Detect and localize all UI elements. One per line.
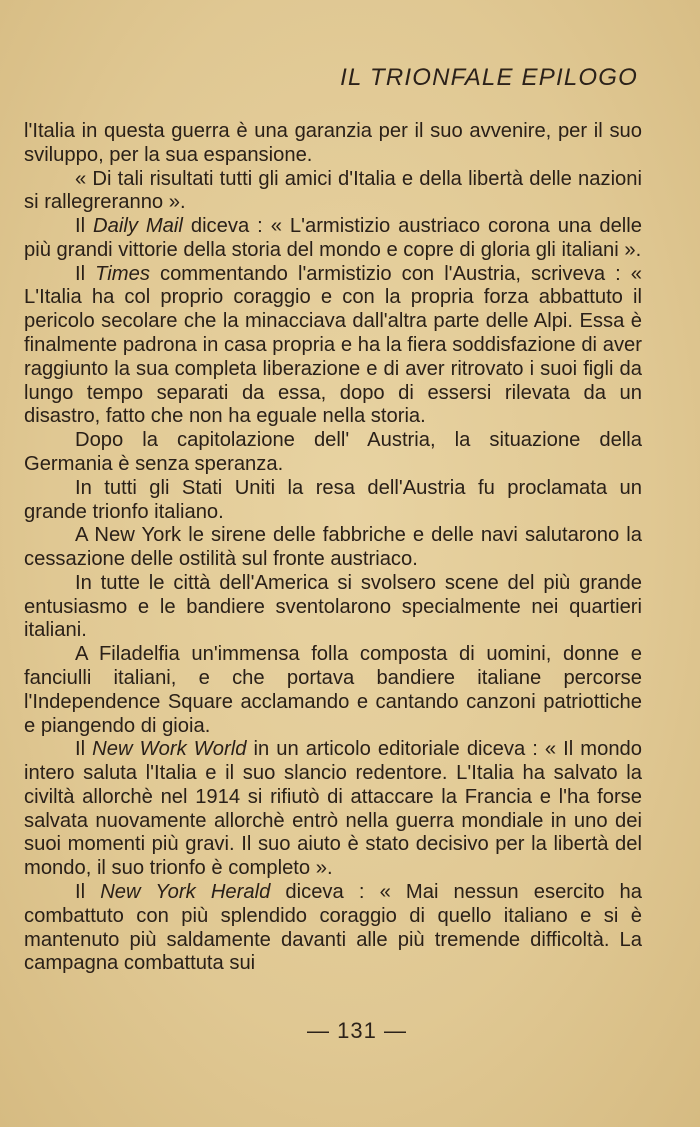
text-run: Il <box>75 262 96 285</box>
text-run: Il <box>75 738 93 761</box>
paragraph <box>24 120 642 168</box>
text-run: Il <box>75 215 94 238</box>
text-run: A Filadelfia un'immensa folla composta di uomini, donne e fanciulli italiani, e che portava bandiere italiane percorse l'Independence Square acclamando e cantando canzoni patriottiche e piangendo di gioia. <box>24 643 642 737</box>
paragraph <box>24 524 642 572</box>
paragraph <box>24 215 642 263</box>
text-run: commentando l'armistizio con l'Austria, scriveva : « L'Italia ha col proprio coraggio e con la propria forza abbattuto il pericolo secolare che la minacciava dall'altra parte delle Alpi. Essa è finalmente padrona in casa propria e ha la fiera soddisfazione di aver raggiunto la sua completa liberazione e di aver ritrovato i suoi figli da lungo tempo separati da essa, dopo di essersi rilevata da un disastro, fatto che non ha eguale nella storia. <box>24 262 642 428</box>
paragraph <box>24 477 642 525</box>
text-run: diceva : « L'armistizio austriaco corona una delle più grandi vittorie della storia del mondo e copre di gloria gli italiani ». <box>24 215 642 261</box>
text-run: Dopo la capitolazione dell' Austria, la situazione della Germania è senza speranza. <box>24 429 642 475</box>
page-number: — 131 — <box>307 1018 407 1043</box>
text-run: A New York le sirene delle fabbriche e delle navi salutarono la cessazione delle ostilità sul fronte austriaco. <box>24 524 642 571</box>
body-text <box>24 120 642 976</box>
paragraph <box>24 572 642 643</box>
text-run: l'Italia in questa guerra è una garanzia per il suo avvenire, per il suo sviluppo, per la sua espansione. <box>24 120 642 166</box>
paragraph <box>24 881 642 976</box>
newspaper-title: Times <box>95 262 150 285</box>
paragraph <box>24 168 642 216</box>
text-run: Il <box>75 881 101 903</box>
text-run: in un articolo editoriale diceva : « Il mondo intero saluta l'Italia e il suo slancio redentore. L'Italia ha salvato la civiltà allorchè nel 1914 si rifiutò di attaccare la Francia e l'ha forse salvata nuovamente allorchè entrò nella guerra mondiale in uno dei suoi momenti più gravi. Il suo aiuto è stato decisivo per la libertà del mondo, il suo trionfo è completo ». <box>24 738 643 880</box>
text-run: In tutti gli Stati Uniti la resa dell'Austria fu proclamata un grande trionfo italiano. <box>24 476 642 523</box>
newspaper-title: New Work World <box>92 738 247 761</box>
paragraph <box>24 429 642 477</box>
text-run: In tutte le città dell'America si svolsero scene del più grande entusiasmo e le bandiere sventolarono specialmente nei quartieri italiani. <box>24 571 642 642</box>
text-run: diceva : « Mai nessun esercito ha combattuto con più splendido coraggio di quello italiano e si è mantenuto più saldamente davanti alle più tremende difficoltà. La campagna combattuta sui <box>24 881 642 975</box>
newspaper-title: New York Herald <box>100 881 271 903</box>
paragraph <box>24 643 642 738</box>
paragraph <box>24 738 642 881</box>
text-run: « Di tali risultati tutti gli amici d'Italia e della libertà delle nazioni si rallegreranno ». <box>24 167 642 214</box>
newspaper-title: Daily Mail <box>93 215 183 238</box>
paragraph <box>24 263 642 429</box>
running-head: IL TRIONFALE EPILOGO <box>340 64 638 91</box>
